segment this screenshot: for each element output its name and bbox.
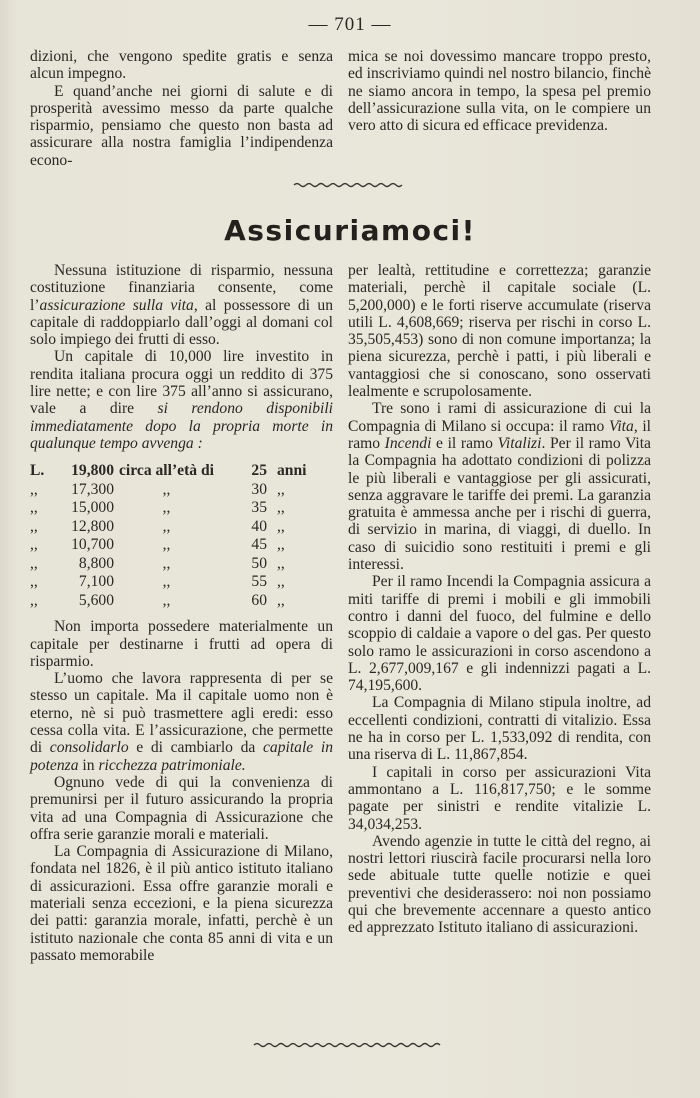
right-paragraph-4: La Compagnia di Milano stipula inoltre, ad eccellenti condizioni, contratti di vitalizio. Essa ne ha in corso per L. 1,533,092 di rendita, con una riserva di L. 11,867,854. <box>348 694 651 764</box>
table-cell-label: ,, <box>162 536 171 554</box>
table-cell-unit: ,, <box>277 517 285 535</box>
left-p4-text-b: e di cambiarlo da <box>128 739 263 757</box>
table-cell-prefix: ,, <box>30 554 38 572</box>
table-cell-age: 55 <box>251 573 267 591</box>
table-cell-amount: 7,100 <box>78 573 114 591</box>
table-row <box>30 499 306 518</box>
right-paragraph-6: Avendo agenzie in tutte le città del regno, ai nostri lettori riuscirà facile procurarsi nella loro sede abituale tutte quelle notizie e quei preventivi che desiderassero: noi non possiamo qui che brevemente accennare a questo antico ed apprezzato Istituto italiano di assicurazioni. <box>348 832 651 937</box>
top-left-paragraph-2: E quand’anche nei giorni di salute e di prosperità avessimo messo da parte qualche risparmio, pensiamo che questo non basta ad assicurare alla nostra famiglia l’indipendenza econo- <box>30 82 333 169</box>
table-row <box>30 462 306 481</box>
table-cell-amount: 10,700 <box>71 536 114 554</box>
right-p2-emphasis-3: Vitalizi <box>497 434 542 452</box>
table-row <box>30 592 306 611</box>
top-left-column <box>30 48 333 169</box>
table-cell-label: ,, <box>162 480 171 498</box>
wave-ornament-bottom <box>0 1036 700 1054</box>
table-cell-amount: 15,000 <box>71 499 114 517</box>
table-row <box>30 555 306 574</box>
table-cell-age: 60 <box>251 591 267 609</box>
table-cell-age: 25 <box>251 462 267 480</box>
table-cell-age: 35 <box>251 499 267 517</box>
wave-ornament-top <box>0 176 700 194</box>
table-cell-amount: 12,800 <box>71 517 114 535</box>
table-cell-age: 30 <box>251 480 267 498</box>
table-cell-unit: anni <box>277 462 307 480</box>
left-p4-emphasis-3: ricchezza patrimoniale. <box>98 756 246 774</box>
table-cell-unit: ,, <box>277 536 285 554</box>
left-p1-text-b: , al possessore di un capitale di raddoppiarlo dall’oggi al domani col solo impiego dei frutti di esso. <box>30 296 333 349</box>
right-paragraph-5: I capitali in corso per assicurazioni Vita ammontano a L. 116,817,750; e le somme pagate per sinistri e rendite vitalizie L. 34,034,253. <box>348 763 651 833</box>
left-p1-text-a: Nessuna istituzione di risparmio, nessuna costituzione finanziaria consente, come l’ <box>30 262 333 314</box>
left-p4-emphasis-2: capitale in potenza <box>30 739 333 774</box>
left-p2-text-a: Un capitale di 10,000 lire investito in rendita italiana procura oggi un reddito di 375 lire nette; e con lire 375 all’anno si assicurano, vale a dire <box>30 348 333 418</box>
table-cell-amount: 8,800 <box>78 554 114 572</box>
table-cell-amount: 5,600 <box>78 591 114 609</box>
table-cell-prefix: ,, <box>30 480 38 498</box>
page-number: — 701 — <box>308 14 392 35</box>
right-paragraph-2 <box>348 400 651 573</box>
left-p4-text-a: L’uomo che lavora rappresenta di per se stesso un capitale. Ma il capitale uomo non è eterno, nè si può trasmettere agli eredi: esso cessa colla vita. E l’assicurazione, che permette di <box>30 670 333 757</box>
right-p2-text-a: Tre sono i rami di assicurazione di cui la Compagnia di Milano si occupa: il ramo <box>348 400 651 435</box>
right-p2-text-b: , il ramo <box>348 417 651 452</box>
article-title: Assicuriamoci! <box>224 214 476 247</box>
right-p2-emphasis-1: Vita <box>608 417 634 435</box>
table-cell-prefix: ,, <box>30 499 38 517</box>
right-paragraph-3: Per il ramo Incendi la Compagnia assicura a miti tariffe di premi i mobili e gli immobili contro i danni del fuoco, del fulmine e dello scoppio di caldaie a vapore o del gas. Per questo solo ramo le assicurazioni in corso ascendono a L. 2,677,009,167 e gli indennizzi pagati a L. 74,195,600. <box>348 573 651 695</box>
left-paragraph-5: Ognuno vede di qui la convenienza di premunirsi per il futuro assicurando la propria vita ad una Compagnia di Assicurazione che offra serie garanzie morali e materiali. <box>30 773 333 843</box>
table-cell-age: 45 <box>251 536 267 554</box>
left-p1-emphasis: assicurazione sulla vita <box>39 296 194 314</box>
table-cell-label: ,, <box>162 554 171 572</box>
left-column <box>30 262 333 964</box>
top-right-column <box>348 48 651 134</box>
table-cell-unit: ,, <box>277 591 285 609</box>
right-p2-emphasis-2: Incendi <box>384 434 432 452</box>
right-paragraph-1: per lealtà, rettitudine e correttezza; garanzie materiali, perchè il capitale sociale (L. 5,200,000) e le forti riserve accumulate (riserva utili L. 4,608,669; riserva per rischi in corso L. 35,505,453) sono di non comune importanza; la piena sicurezza, perchè i patti, i più liberali e vantaggiosi che si conoscano, sono osservati lealmente e scrupolosamente. <box>348 262 651 401</box>
table-cell-prefix: L. <box>30 462 45 480</box>
table-row <box>30 481 306 500</box>
left-p4-text-c: in <box>78 756 99 774</box>
left-p4-emphasis-1: consolidarlo <box>49 739 129 757</box>
table-cell-amount: 19,800 <box>71 462 114 480</box>
table-cell-unit: ,, <box>277 480 285 498</box>
table-cell-label: ,, <box>162 573 171 591</box>
top-right-paragraph: mica se noi dovessimo mancare troppo presto, ed inscriviamo quindi nel nostro bilancio, finchè ne siamo ancora in tempo, la spesa pel premio dell’assicurazione sulla vita, on le compiere un vero atto di sicura ed efficace previdenza. <box>348 48 651 135</box>
table-cell-amount: 17,300 <box>71 480 114 498</box>
table-row <box>30 573 306 592</box>
table-cell-unit: ,, <box>277 554 285 572</box>
table-cell-label: ,, <box>162 499 171 517</box>
right-p2-text-c: e il ramo <box>431 434 498 452</box>
table-cell-prefix: ,, <box>30 573 38 591</box>
table-cell-age: 40 <box>251 517 267 535</box>
table-cell-prefix: ,, <box>30 591 38 609</box>
table-cell-age: 50 <box>251 554 267 572</box>
table-cell-label: circa all’età di <box>119 462 214 480</box>
left-paragraph-6: La Compagnia di Assicurazione di Milano, fondata nel 1826, è il più antico istituto italiano di assicurazioni. Essa offre garanzie morali e materiali senza eccezioni, e la piena sicurezza dei patti: garanzia morale, infatti, perchè è un istituto nazionale che conta 85 anni di vita e un passato memorabile <box>30 843 333 964</box>
right-p2-text-d: . Per il ramo Vita la Compagnia ha adottato condizioni di polizza le più liberali e vantaggiose per gli assicurati, senza aggravare le tariffe dei premi. La garanzia gratuita è ammessa anche per i rischi di guerra, di servizio in marina, di viaggi, di duello. In caso di suicidio sono restituiti i premi e gli interessi. <box>348 434 651 574</box>
left-paragraph-3: Non importa possedere materialmente un capitale per destinarne i frutti ad opera di risparmio. <box>30 618 333 670</box>
table-cell-prefix: ,, <box>30 517 38 535</box>
table-row <box>30 518 306 537</box>
table-cell-label: ,, <box>162 591 171 609</box>
left-paragraph-2 <box>30 348 333 452</box>
left-p2-emphasis: si rendono disponibili immediatamente dopo la propria morte in qualunque tempo avvenga : <box>30 400 333 452</box>
table-cell-unit: ,, <box>277 499 285 517</box>
table-cell-unit: ,, <box>277 573 285 591</box>
table-cell-label: ,, <box>162 517 171 535</box>
table-row <box>30 536 306 555</box>
insurance-table <box>30 462 306 610</box>
right-column <box>348 262 651 937</box>
left-paragraph-1 <box>30 262 333 348</box>
top-left-paragraph: dizioni, che vengono spedite gratis e senza alcun impegno. <box>30 48 333 83</box>
left-paragraph-4 <box>30 670 333 774</box>
table-cell-prefix: ,, <box>30 536 38 554</box>
wave-ornament-top-icon <box>292 181 408 189</box>
wave-ornament-bottom-icon <box>252 1041 448 1049</box>
